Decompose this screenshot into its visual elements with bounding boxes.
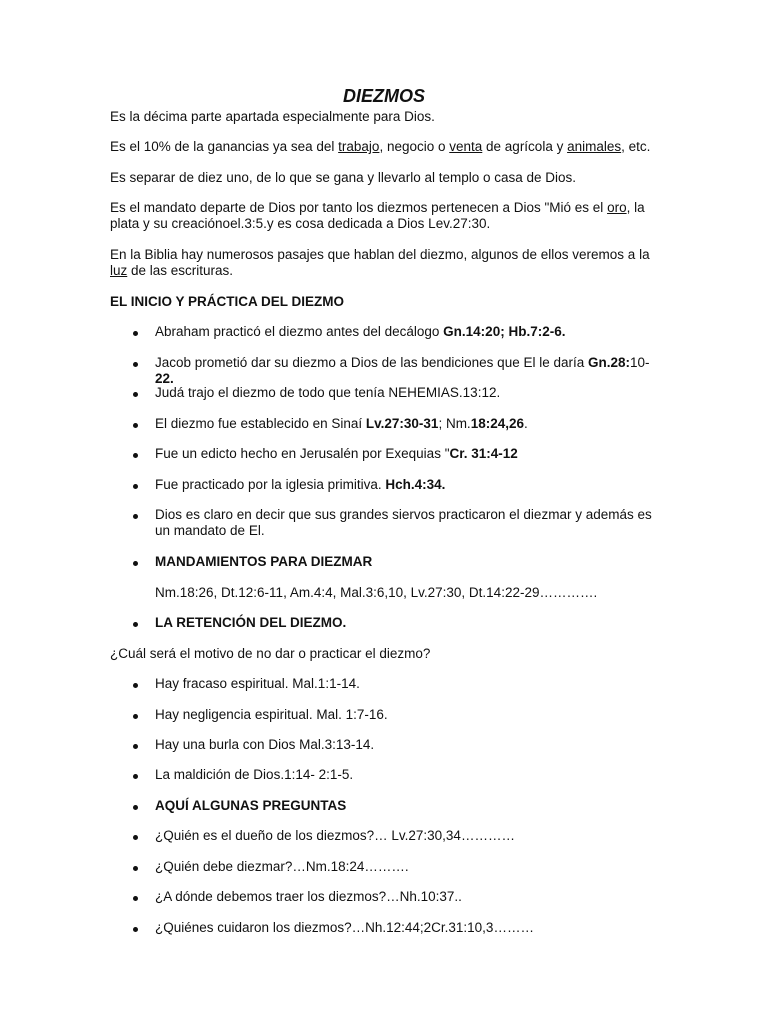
underlined-word: animales (567, 139, 622, 154)
list-item: Hay negligencia espiritual. Mal. 1:7-16. (155, 707, 665, 723)
list-item: Judá trajo el diezmo de todo que tenía NEHEMIAS.13:12. (155, 385, 665, 401)
list-item-heading-mandamientos: MANDAMIENTOS PARA DIEZMAR (155, 554, 665, 570)
bullet-icon (133, 331, 138, 336)
intro-paragraph-3: Es separar de diez uno, de lo que se gana y llevarlo al templo o casa de Dios. (110, 170, 577, 185)
list-item: Hay fracaso espiritual. Mal.1:1-14. (155, 676, 665, 692)
bullet-icon (133, 561, 138, 566)
list-item: ¿A dónde debemos traer los diezmos?…Nh.10:37.. (155, 889, 665, 905)
list-item-heading-retencion: LA RETENCIÓN DEL DIEZMO. (155, 615, 665, 631)
list-item: ¿Quién es el dueño de los diezmos?… Lv.27:30,34………… (155, 828, 665, 844)
bullet-icon (133, 453, 138, 458)
bullet-icon (133, 744, 138, 749)
bullet-icon (133, 362, 138, 367)
page-title: DIEZMOS (342, 86, 425, 106)
bullet-icon (133, 835, 138, 840)
bullet-icon (133, 927, 138, 932)
bullet-icon (133, 774, 138, 779)
bullet-icon (133, 714, 138, 719)
list-item: Jacob prometió dar su diezmo a Dios de las bendiciones que El le daría Gn.28:10-22. (155, 355, 665, 387)
intro-paragraph-5: En la Biblia hay numerosos pasajes que hablan del diezmo, algunos de ellos veremos a la luz de las escrituras. (110, 247, 650, 278)
list-item: Fue practicado por la iglesia primitiva. Hch.4:34. (155, 477, 665, 493)
list-item: Dios es claro en decir que sus grandes siervos practicaron el diezmar y además es un mandato de El. (155, 507, 665, 539)
underlined-word: trabajo (338, 139, 380, 154)
list-item: Abraham practicó el diezmo antes del decálogo Gn.14:20; Hb.7:2-6. (155, 324, 665, 340)
list-item: ¿Quiénes cuidaron los diezmos?…Nh.12:44;2Cr.31:10,3……… (155, 920, 665, 936)
list-item: La maldición de Dios.1:14- 2:1-5. (155, 767, 665, 783)
mandamientos-refs: Nm.18:26, Dt.12:6-11, Am.4:4, Mal.3:6,10, Lv.27:30, Dt.14:22-29…………. (155, 585, 598, 600)
list-item: Fue un edicto hecho en Jerusalén por Exequias "Cr. 31:4-12 (155, 446, 665, 462)
intro-paragraph-2: Es el 10% de la ganancias ya sea del trabajo, negocio o venta de agrícola y animales, etc. (110, 139, 651, 154)
underlined-word: venta (449, 139, 483, 154)
list-item: El diezmo fue establecido en Sinaí Lv.27:30-31; Nm.18:24,26. (155, 416, 665, 432)
list-item-heading-preguntas: AQUÍ ALGUNAS PREGUNTAS (155, 798, 665, 814)
list-item: ¿Quién debe diezmar?…Nm.18:24………. (155, 859, 665, 875)
bullet-icon (133, 866, 138, 871)
bullet-icon (133, 896, 138, 901)
underlined-word: oro (607, 200, 627, 215)
bullet-icon (133, 805, 138, 810)
section-heading-inicio: EL INICIO Y PRÁCTICA DEL DIEZMO (110, 294, 345, 309)
list-item: Hay una burla con Dios Mal.3:13-14. (155, 737, 665, 753)
underlined-word: luz (110, 263, 128, 278)
intro-paragraph-4: Es el mandato departe de Dios por tanto los diezmos pertenecen a Dios "Mió es el oro, la plata y su creaciónoel.3:5.y es cosa dedicada a Dios Lev.27:30. (110, 200, 645, 231)
bullet-icon (133, 392, 138, 397)
retencion-question: ¿Cuál será el motivo de no dar o practicar el diezmo? (110, 646, 431, 661)
bullet-icon (133, 622, 138, 627)
bullet-icon (133, 484, 138, 489)
bullet-icon (133, 423, 138, 428)
bullet-icon (133, 514, 138, 519)
bullet-icon (133, 683, 138, 688)
intro-paragraph-1: Es la décima parte apartada especialmente para Dios. (110, 109, 435, 124)
